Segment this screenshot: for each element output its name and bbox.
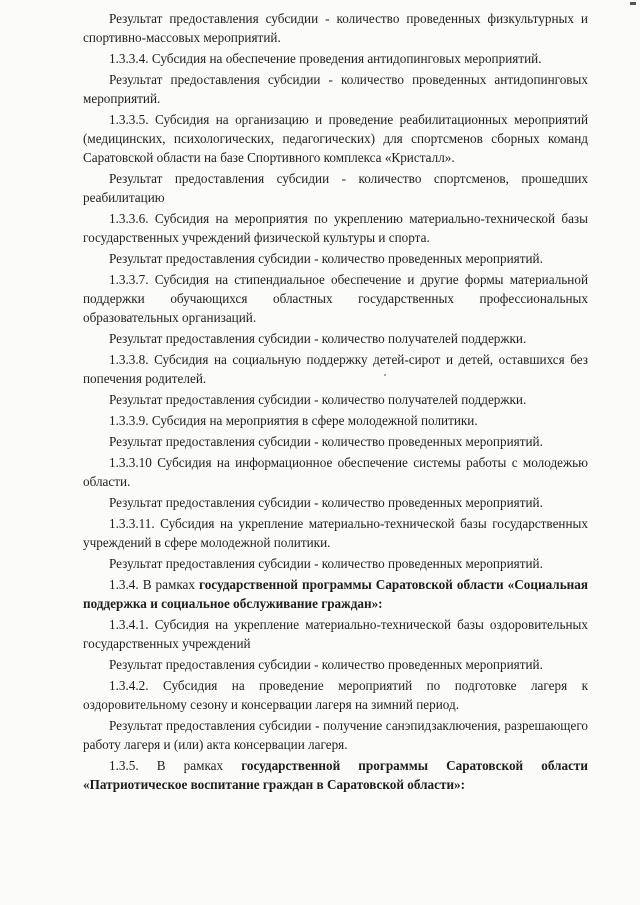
scan-speck xyxy=(384,374,386,376)
paragraph: Результат предоставления субсидии - получение санэпидзаключения, разрешающего работу лагеря и (или) акта консервации лагеря. xyxy=(83,718,588,752)
paragraph: 1.3.3.9. Субсидия на мероприятия в сфере молодежной политики. xyxy=(109,413,478,428)
paragraph: Результат предоставления субсидии - количество проведенных мероприятий. xyxy=(109,495,543,510)
program-name-bold: государственной программы Саратовской области «Патриотическое воспитание граждан в Саратовской области»: xyxy=(83,758,589,792)
section-heading-paragraph xyxy=(83,756,588,794)
paragraph: Результат предоставления субсидии - количество проведенных антидопинговых мероприятий. xyxy=(83,72,588,106)
paragraph: Результат предоставления субсидии - количество проведенных мероприятий. xyxy=(109,251,543,266)
paragraph: Результат предоставления субсидии - количество получателей поддержки. xyxy=(109,392,527,407)
paragraph: Результат предоставления субсидии - количество проведенных мероприятий. xyxy=(109,556,543,571)
scan-mark xyxy=(630,2,636,5)
paragraph: 1.3.3.8. Субсидия на социальную поддержку детей-сирот и детей, оставшихся без попечения родителей. xyxy=(83,352,588,386)
paragraph: 1.3.3.11. Субсидия на укрепление материально-технической базы государственных учреждений в сфере молодежной политики. xyxy=(83,516,588,550)
heading-prefix: 1.3.4. В рамках xyxy=(109,577,200,592)
paragraph: 1.3.3.7. Субсидия на стипендиальное обеспечение и другие формы материальной поддержки обучающихся областных государственных профессиональных образовательных организаций. xyxy=(83,272,588,325)
paragraph: 1.3.3.10 Субсидия на информационное обеспечение системы работы с молодежью области. xyxy=(83,455,588,489)
paragraph: Результат предоставления субсидии - количество проведенных мероприятий. xyxy=(109,434,543,449)
paragraph: Результат предоставления субсидии - количество проведенных мероприятий. xyxy=(109,657,543,672)
paragraph: Результат предоставления субсидии - количество проведенных физкультурных и спортивно-массовых мероприятий. xyxy=(83,11,588,45)
paragraph: 1.3.3.6. Субсидия на мероприятия по укреплению материально-технической базы государственных учреждений физической культуры и спорта. xyxy=(83,211,588,245)
paragraph: 1.3.4.1. Субсидия на укрепление материально-технической базы оздоровительных государственных учреждений xyxy=(83,617,588,651)
paragraph: 1.3.3.4. Субсидия на обеспечение проведения антидопинговых мероприятий. xyxy=(109,51,542,66)
paragraph: Результат предоставления субсидии - количество получателей поддержки. xyxy=(109,331,527,346)
program-name-bold: государственной программы Саратовской области «Социальная поддержка и социальное обслуживание граждан»: xyxy=(83,577,588,611)
paragraph: Результат предоставления субсидии - количество спортсменов, прошедших реабилитацию xyxy=(83,171,588,205)
section-heading-paragraph xyxy=(83,575,588,613)
paragraph: 1.3.3.5. Субсидия на организацию и проведение реабилитационных мероприятий (медицинских, психологических, педагогических) для спортсменов сборных команд Саратовской области на базе Спортивного комплекса «Кристалл». xyxy=(83,112,588,165)
heading-prefix: 1.3.5. В рамках xyxy=(109,758,242,773)
paragraph: 1.3.4.2. Субсидия на проведение мероприятий по подготовке лагеря к оздоровительному сезону и консервации лагеря на зимний период. xyxy=(83,678,588,712)
